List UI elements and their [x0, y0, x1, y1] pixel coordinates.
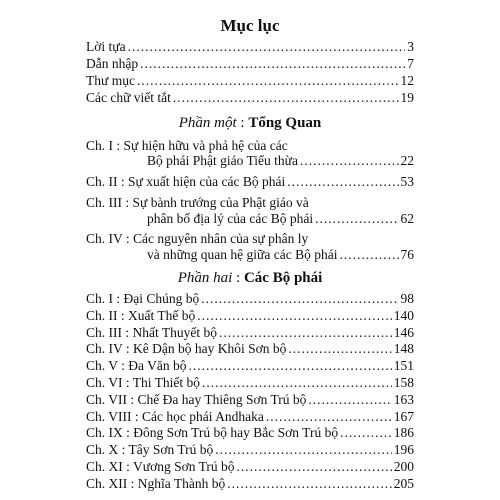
section-heading-part-two	[0, 270, 500, 287]
toc-entry-abbreviations[interactable]	[86, 89, 414, 106]
part-label: Phần hai	[177, 270, 233, 286]
toc-entry-label: Ch. IV : Các nguyên nhân của sự phân ly	[86, 231, 309, 246]
separator: :	[236, 115, 249, 131]
toc-entry-p2-ch9[interactable]	[86, 424, 414, 441]
toc-entry-label: Ch. III : Nhất Thuyết bộ	[86, 324, 217, 340]
part-name: Các Bộ phái	[243, 270, 323, 286]
toc-entry-label: Dẫn nhập	[86, 56, 139, 71]
part-name: Tổng Quan	[248, 115, 322, 131]
toc-entry-p1-ch3-cont[interactable]	[147, 210, 414, 227]
toc-entry-label-cont: Bộ phái Phật giáo Tiểu thừa	[147, 153, 298, 168]
dot-leader	[173, 89, 399, 106]
toc-entry-label-cont: và những quan hệ giữa các Bộ phái	[147, 247, 338, 262]
dot-leader	[201, 290, 398, 307]
toc-entry-label: Lời tựa	[86, 39, 126, 54]
toc-entry-p2-ch12[interactable]	[86, 475, 414, 492]
toc-entry-p1-ch2[interactable]	[86, 173, 414, 190]
toc-entry-label: Ch. IX : Đông Sơn Trú bộ hay Bắc Sơn Trú bộ	[86, 425, 339, 441]
page-title: Mục lục	[220, 16, 280, 35]
toc-entry-page: 163	[393, 391, 414, 407]
toc-entry-page: 196	[393, 442, 414, 458]
toc-entry-page: 148	[393, 341, 414, 357]
dot-leader	[287, 173, 398, 190]
dot-leader	[339, 246, 398, 263]
toc-entry-label: Ch. IV : Kê Dận bộ hay Khôi Sơn bộ	[86, 341, 287, 357]
toc-entry-page: 158	[393, 375, 414, 390]
toc-entry-page: 12	[400, 73, 414, 88]
toc-entry-label: Ch. I : Đại Chúng bộ	[86, 291, 200, 306]
toc-entry-p1-ch3[interactable]	[86, 194, 414, 211]
toc-entry-p2-ch10[interactable]	[86, 441, 414, 458]
toc-entry-p1-ch4[interactable]	[86, 230, 414, 247]
dot-leader	[137, 72, 399, 89]
toc-entry-bibliography[interactable]	[86, 72, 414, 89]
toc-entry-p2-ch6[interactable]	[86, 374, 414, 391]
toc-entry-page: 146	[393, 324, 414, 340]
dot-leader	[140, 55, 405, 72]
toc-entry-page: 200	[393, 459, 414, 474]
toc-entry-label: Các chữ viết tắt	[86, 90, 171, 105]
dot-leader	[308, 391, 391, 408]
toc-entry-label: Ch. II : Sự xuất hiện của các Bộ phái	[86, 174, 286, 189]
dot-leader	[227, 475, 392, 492]
toc-entry-page: 7	[407, 56, 414, 71]
toc-entry-label: Ch. X : Tây Sơn Trú bộ	[86, 442, 214, 458]
toc-entry-page: 76	[400, 247, 414, 262]
dot-leader	[266, 408, 392, 425]
toc-entry-p2-ch11[interactable]	[86, 458, 414, 475]
dot-leader	[197, 307, 392, 324]
toc-entry-label: Ch. VII : Chế Đa hay Thiêng Sơn Trú bộ	[86, 391, 307, 407]
toc-entry-label: Ch. VIII : Các học phái Andhaka	[86, 408, 264, 424]
toc-entry-page: 151	[393, 358, 414, 374]
toc-entry-page: 167	[393, 408, 414, 424]
toc-entry-p2-ch7[interactable]	[86, 391, 414, 408]
toc-entry-label: Ch. II : Xuất Thế bộ	[86, 307, 196, 323]
dot-leader	[315, 210, 398, 227]
toc-entry-label: Ch. XI : Vương Sơn Trú bộ	[86, 459, 235, 474]
toc-entry-p1-ch1-cont[interactable]	[147, 152, 414, 169]
toc-entry-label: Ch. XII : Nghĩa Thành bộ	[86, 475, 226, 491]
toc-entry-introduction[interactable]	[86, 55, 414, 72]
section-heading-part-one	[0, 115, 500, 132]
toc-entry-label: Ch. III : Sự bành trướng của Phật giáo và	[86, 195, 309, 210]
toc-entry-label-cont: phân bố địa lý của các Bộ phái	[147, 211, 314, 226]
toc-entry-page: 140	[393, 307, 414, 323]
toc-entry-label: Thư mục	[86, 73, 135, 88]
dot-leader	[340, 424, 392, 441]
toc-entry-page: 53	[400, 174, 414, 189]
toc-entry-p2-ch5[interactable]	[86, 357, 414, 374]
toc-entry-page: 3	[407, 39, 414, 54]
dot-leader	[288, 340, 391, 357]
dot-leader	[237, 458, 392, 475]
part-label: Phần một	[178, 115, 237, 131]
toc-entry-label: Ch. V : Đa Văn bộ	[86, 358, 187, 374]
toc-entry-p1-ch4-cont[interactable]	[147, 246, 414, 263]
toc-entry-page: 62	[400, 211, 414, 226]
toc-entry-p2-ch2[interactable]	[86, 307, 414, 324]
toc-entry-p2-ch3[interactable]	[86, 324, 414, 341]
dot-leader	[215, 441, 391, 458]
toc-entry-p2-ch8[interactable]	[86, 408, 414, 425]
toc-entry-page: 205	[393, 475, 414, 491]
dot-leader	[189, 357, 392, 374]
toc-entry-label: Ch. I : Sự hiện hữu và phả hệ của các	[86, 138, 288, 153]
dot-leader	[300, 152, 399, 169]
toc-entry-label: Ch. VI : Thi Thiết bộ	[86, 375, 201, 390]
toc-entry-p2-ch1[interactable]	[86, 290, 414, 307]
dot-leader	[219, 324, 392, 341]
toc-entry-page: 22	[400, 153, 414, 168]
toc-entry-p2-ch4[interactable]	[86, 340, 414, 357]
toc-entry-preface[interactable]	[86, 38, 414, 55]
dot-leader	[202, 374, 392, 391]
separator: :	[232, 270, 244, 286]
dot-leader	[128, 38, 406, 55]
toc-entry-page: 186	[393, 425, 414, 441]
toc-entry-page: 98	[400, 291, 414, 306]
toc-entry-page: 19	[400, 90, 414, 105]
